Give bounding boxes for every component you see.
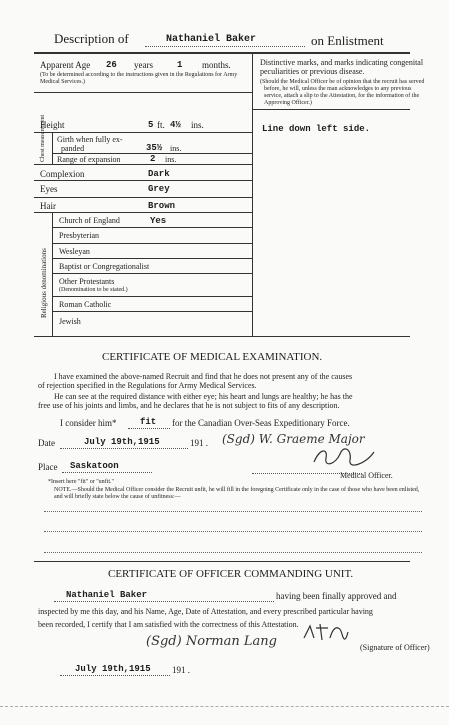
- ft-label: ft.: [157, 120, 165, 130]
- marks-note-2: before, he will, unless the man acknowledges to any previous: [264, 86, 412, 92]
- medical-para1-line2: of rejection specified in the Regulations for Army Medical Services.: [38, 381, 257, 390]
- girth-unit: ins.: [170, 144, 182, 153]
- hair-label: Hair: [40, 201, 56, 211]
- religion-other-protestants: Other Protestants: [59, 277, 115, 286]
- commanding-sig-label: (Signature of Officer): [360, 643, 430, 652]
- medical-para1-line1: I have examined the above-named Recruit and find that he does not present any of the causes: [54, 372, 353, 381]
- medical-para2-line1: He can see at the required distance with either eye; his heart and lungs are healthy; he has the: [54, 392, 353, 401]
- girth-value: 35½: [146, 143, 163, 153]
- consider-label: I consider him*: [60, 418, 117, 428]
- medical-para2-line2: free use of his joints and limbs, and he declares that he is not subject to fits of any description.: [38, 401, 340, 410]
- religion-title: Religious denominations: [40, 248, 48, 318]
- marks-heading-2: peculiarities or previous disease.: [260, 67, 365, 76]
- girth-label-1: Girth when fully ex-: [57, 135, 123, 144]
- header-suffix: on Enlistment: [311, 33, 384, 48]
- medical-note: NOTE.—Should the Medical Officer consider the Recruit unfit, he will fill in the foregoing Certificate only in the case of those who have been enlisted, and will briefly state below the cause of unfitness:—: [54, 487, 420, 500]
- consider-suffix: for the Canadian Over-Seas Expeditionary Force.: [172, 418, 350, 428]
- eyes-label: Eyes: [40, 184, 58, 194]
- expansion-unit: ins.: [165, 155, 177, 164]
- medical-place-label: Place: [38, 462, 58, 472]
- commanding-line2: inspected by me this day, and his Name, Age, Date of Attestation, and every prescribed particular having: [38, 607, 373, 616]
- religion-church-of-england-value: Yes: [150, 216, 167, 226]
- height-label: Height: [40, 120, 65, 130]
- months-label: months.: [202, 60, 231, 70]
- medical-title: CERTIFICATE OF MEDICAL EXAMINATION.: [102, 351, 323, 363]
- medical-date-label: Date: [38, 438, 55, 448]
- medical-officer-signature: (Sgd) W. Graeme Major: [222, 432, 365, 446]
- age-years: 26: [106, 60, 117, 70]
- medical-date-value: July 19th,1915: [84, 437, 160, 447]
- commanding-title: CERTIFICATE OF OFFICER COMMANDING UNIT.: [108, 568, 354, 580]
- medical-place-value: Saskatoon: [70, 461, 119, 471]
- religion-baptist: Baptist or Congregationalist: [59, 262, 150, 271]
- commanding-date-suffix: 191 .: [172, 665, 190, 675]
- hair-value: Brown: [148, 201, 176, 211]
- religion-presbyterian: Presbyterian: [59, 231, 99, 240]
- commanding-name-value: Nathaniel Baker: [66, 590, 148, 600]
- commanding-line1-suffix: having been finally approved and: [276, 591, 397, 601]
- girth-label-2: panded: [61, 144, 85, 153]
- ins-label: ins.: [191, 120, 204, 130]
- marks-note-4: Approving Officer.): [264, 100, 312, 106]
- marks-value: Line down left side.: [262, 124, 371, 134]
- header-prefix: Description of: [54, 31, 129, 46]
- age-months: 1: [177, 60, 183, 70]
- eyes-value: Grey: [148, 184, 170, 194]
- complexion-label: Complexion: [40, 169, 85, 179]
- height-ft: 5: [148, 120, 154, 130]
- age-note: (To be determined according to the instructions given in the Regulations for Army Medical Services.): [40, 72, 238, 85]
- complexion-value: Dark: [148, 169, 170, 179]
- years-label: years: [134, 60, 153, 70]
- marks-note-3: service, attach a slip to the Attestation, for the information of the: [264, 93, 420, 99]
- commanding-officer-signature: (Sgd) Norman Lang: [146, 634, 277, 649]
- commanding-line3: been recorded, I certify that I am satisfied with the correctness of this Attestation.: [38, 620, 299, 629]
- religion-wesleyan: Wesleyan: [59, 247, 90, 256]
- medical-date-suffix: 191 .: [190, 438, 208, 448]
- commanding-date-value: July 19th,1915: [75, 664, 151, 674]
- consider-value: fit: [140, 417, 157, 427]
- medical-footnote: *Insert here "fit" or "unfit.": [48, 479, 114, 485]
- religion-roman-catholic: Roman Catholic: [59, 300, 112, 309]
- medical-officer-initials-scrawl: [310, 446, 380, 468]
- medical-officer-label: Medical Officer.: [340, 471, 393, 480]
- religion-church-of-england: Church of England: [59, 216, 120, 225]
- expansion-value: 2: [150, 154, 156, 164]
- chest-label: Chest measurement: [40, 114, 46, 162]
- height-ins: 4½: [170, 120, 181, 130]
- commanding-officer-initials-scrawl: [300, 620, 350, 646]
- religion-jewish: Jewish: [59, 317, 81, 326]
- marks-heading-1: Distinctive marks, and marks indicating congenital: [260, 58, 424, 67]
- marks-note-1: (Should the Medical Officer be of opinion that the recruit has served: [260, 79, 425, 85]
- expansion-label: Range of expansion: [57, 155, 121, 164]
- religion-other-note: (Denomination to be stated.): [59, 287, 128, 293]
- recruit-name: Nathaniel Baker: [166, 34, 257, 45]
- apparent-age-label: Apparent Age: [40, 60, 91, 70]
